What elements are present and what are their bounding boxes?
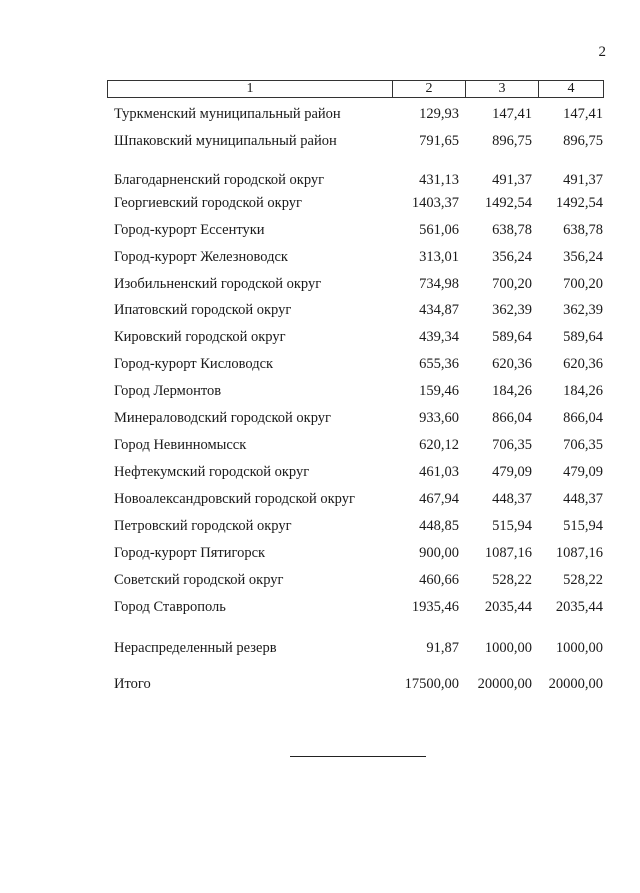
row-name: Город Невинномысск <box>114 437 247 453</box>
row-value-col4: 448,37 <box>563 491 603 507</box>
column-header-1: 1 <box>246 81 254 96</box>
column-header-2: 2 <box>392 81 465 97</box>
row-name: Шпаковский муниципальный район <box>114 133 337 149</box>
table-row <box>0 380 640 402</box>
row-value-col2: 439,34 <box>419 329 459 345</box>
row-value-col3: 706,35 <box>492 437 532 453</box>
row-value-col3: 184,26 <box>492 383 532 399</box>
row-value-col2: 129,93 <box>419 106 459 122</box>
row-value-col2: 620,12 <box>419 437 459 453</box>
row-value-col2: 900,00 <box>419 545 459 561</box>
table-row <box>0 673 640 695</box>
row-name: Город-курорт Пятигорск <box>114 545 266 561</box>
row-value-col4: 515,94 <box>563 518 603 534</box>
table-row <box>0 326 640 348</box>
row-value-col3: 1087,16 <box>484 545 532 561</box>
row-name: Кировский городской округ <box>114 329 286 345</box>
row-value-col3: 896,75 <box>492 133 532 149</box>
row-value-col2: 1935,46 <box>411 599 459 615</box>
table-row <box>0 569 640 591</box>
row-name: Изобильненский городской округ <box>114 276 322 292</box>
row-value-col4: 479,09 <box>563 464 603 480</box>
row-value-col2: 734,98 <box>419 276 459 292</box>
row-name: Город-курорт Ессентуки <box>114 222 265 238</box>
row-value-col3: 700,20 <box>492 276 532 292</box>
row-name: Итого <box>114 676 151 692</box>
row-value-col4: 706,35 <box>563 437 603 453</box>
row-value-col4: 184,26 <box>563 383 603 399</box>
row-value-col2: 313,01 <box>419 249 459 265</box>
column-header-3: 3 <box>465 81 538 97</box>
row-value-col3: 528,22 <box>492 572 532 588</box>
row-value-col3: 20000,00 <box>477 676 532 692</box>
row-value-col3: 515,94 <box>492 518 532 534</box>
row-value-col3: 638,78 <box>492 222 532 238</box>
row-value-col2: 561,06 <box>419 222 459 238</box>
row-value-col2: 467,94 <box>419 491 459 507</box>
row-value-col4: 700,20 <box>563 276 603 292</box>
row-value-col4: 356,24 <box>563 249 603 265</box>
row-name: Новоалександровский городской округ <box>114 491 355 507</box>
table-row <box>0 130 640 152</box>
row-value-col3: 356,24 <box>492 249 532 265</box>
row-value-col3: 866,04 <box>492 410 532 426</box>
closing-rule-line <box>290 756 426 757</box>
row-name: Минераловодский городской округ <box>114 410 331 426</box>
row-value-col2: 159,46 <box>419 383 459 399</box>
row-value-col3: 589,64 <box>492 329 532 345</box>
row-value-col3: 1492,54 <box>484 195 532 211</box>
table-row <box>0 219 640 241</box>
row-value-col4: 866,04 <box>563 410 603 426</box>
table-row <box>0 596 640 618</box>
row-value-col4: 147,41 <box>563 106 603 122</box>
row-value-col3: 147,41 <box>492 106 532 122</box>
table-row <box>0 353 640 375</box>
row-value-col2: 461,03 <box>419 464 459 480</box>
row-value-col4: 1087,16 <box>555 545 603 561</box>
row-value-col3: 620,36 <box>492 356 532 372</box>
row-value-col2: 791,65 <box>419 133 459 149</box>
page-number: 2 <box>598 44 606 60</box>
row-value-col2: 1403,37 <box>411 195 459 211</box>
row-value-col3: 1000,00 <box>484 640 532 656</box>
row-value-col2: 17500,00 <box>404 676 459 692</box>
table-row <box>0 542 640 564</box>
row-name: Туркменский муниципальный район <box>114 106 341 122</box>
row-name: Георгиевский городской округ <box>114 195 302 211</box>
row-value-col2: 460,66 <box>419 572 459 588</box>
row-name: Город Ставрополь <box>114 599 226 615</box>
row-value-col2: 431,13 <box>419 172 459 188</box>
row-value-col2: 91,87 <box>426 640 459 656</box>
row-value-col4: 1492,54 <box>555 195 603 211</box>
row-value-col4: 2035,44 <box>555 599 603 615</box>
row-value-col4: 1000,00 <box>555 640 603 656</box>
row-name: Город-курорт Кисловодск <box>114 356 274 372</box>
row-value-col3: 2035,44 <box>484 599 532 615</box>
table-row <box>0 407 640 429</box>
row-name: Город-курорт Железноводск <box>114 249 288 265</box>
row-name: Советский городской округ <box>114 572 284 588</box>
row-value-col4: 896,75 <box>563 133 603 149</box>
row-value-col2: 655,36 <box>419 356 459 372</box>
row-value-col4: 528,22 <box>563 572 603 588</box>
table-row <box>0 169 640 191</box>
row-value-col2: 933,60 <box>419 410 459 426</box>
table-row <box>0 434 640 456</box>
column-header-4: 4 <box>538 81 603 97</box>
row-name: Благодарненский городской округ <box>114 172 325 188</box>
row-value-col4: 491,37 <box>563 172 603 188</box>
row-value-col4: 620,36 <box>563 356 603 372</box>
table-column-header-row <box>107 80 604 98</box>
row-name: Город Лермонтов <box>114 383 222 399</box>
table-row <box>0 299 640 321</box>
table-row <box>0 246 640 268</box>
row-name: Нераспределенный резерв <box>114 640 277 656</box>
table-row <box>0 637 640 659</box>
row-value-col2: 434,87 <box>419 302 459 318</box>
row-name: Нефтекумский городской округ <box>114 464 310 480</box>
row-name: Петровский городской округ <box>114 518 292 534</box>
table-row <box>0 515 640 537</box>
table-row <box>0 192 640 214</box>
row-name: Ипатовский городской округ <box>114 302 292 318</box>
row-value-col2: 448,85 <box>419 518 459 534</box>
table-row <box>0 461 640 483</box>
row-value-col4: 589,64 <box>563 329 603 345</box>
row-value-col3: 479,09 <box>492 464 532 480</box>
table-row <box>0 273 640 295</box>
row-value-col3: 362,39 <box>492 302 532 318</box>
table-row <box>0 103 640 125</box>
table-row <box>0 488 640 510</box>
row-value-col4: 638,78 <box>563 222 603 238</box>
row-value-col3: 491,37 <box>492 172 532 188</box>
row-value-col3: 448,37 <box>492 491 532 507</box>
row-value-col4: 20000,00 <box>548 676 603 692</box>
row-value-col4: 362,39 <box>563 302 603 318</box>
